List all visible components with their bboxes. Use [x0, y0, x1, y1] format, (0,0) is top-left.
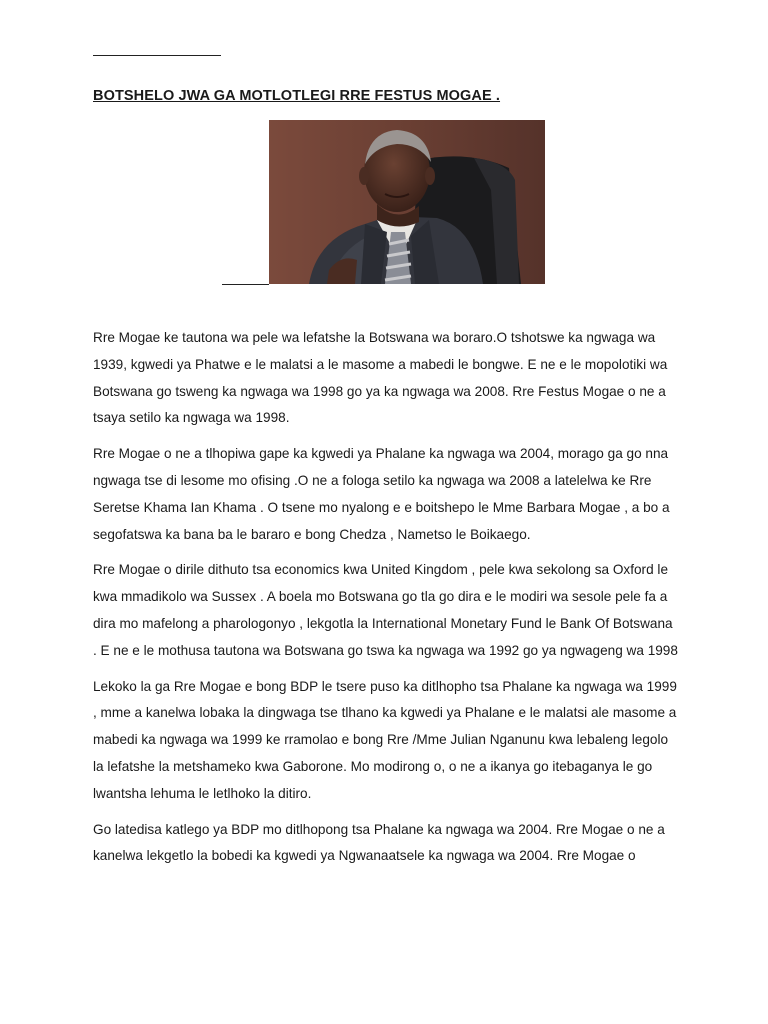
paragraph: Lekoko la ga Rre Mogae e bong BDP le tsere puso ka ditlhopho tsa Phalane ka ngwaga wa 1999 , mme a kanelwa lobaka la dingwaga tse tlhano ka kgwedi ya Phalane e le malatsi ale masome a mabedi ka ngwaga wa 1999 ke rramolao e bong Rre /Mme Julian Nganunu kwa lebaleng legolo la lefatshe la metshameko kwa Gaborone. Mo modirong o, o ne a ikanya go itebaganya le go lwantsha lehuma le letlhoko la ditiro. — [93, 678, 677, 801]
body-text — [93, 325, 678, 879]
top-rule — [93, 55, 221, 56]
portrait-photo — [269, 120, 545, 284]
photo-underline-rule — [222, 284, 269, 285]
paragraph: Rre Mogae o ne a tlhopiwa gape ka kgwedi ya Phalane ka ngwaga wa 2004, morago ga go nna ngwaga tse di lesome mo ofising .O ne a fologa setilo ka ngwaga wa 2008 a latelelwa ke Rre Seretse Khama Ian Khama . O tsene mo nyalong e e boitshepo le Mme Barbara Mogae , a bo a segofatswa ka bana ba le bararo e bong Chedza , Nametso le Boikaego. — [93, 446, 670, 542]
paragraph: Rre Mogae o dirile dithuto tsa economics kwa United Kingdom , pele kwa sekolong sa Oxford le kwa mmadikolo wa Sussex . A boela mo Botswana go tla go dira e le modiri wa sesole pele fa a dira mo mafelong a pharologonyo , lekgotla la International Monetary Fund le Bank Of Botswana . E ne e le mothusa tautona wa Botswana go tswa ka ngwaga wa 1992 go ya ngwageng wa 1998 — [93, 562, 678, 658]
portrait-photo-icon — [269, 120, 545, 284]
paragraph: Rre Mogae ke tautona wa pele wa lefatshe la Botswana wa boraro.O tshotswe ka ngwaga wa 1939, kgwedi ya Phatwe e le malatsi a le masome a mabedi le bongwe. E ne e le mopolotiki wa Botswana go tsweng ka ngwaga wa 1998 go ya ka ngwaga wa 2008. Rre Festus Mogae o ne a tsaya setilo ka ngwaga wa 1998. — [93, 330, 668, 426]
paragraph: Go latedisa katlego ya BDP mo ditlhopong tsa Phalane ka ngwaga wa 2004. Rre Mogae o ne a kanelwa lekgetlo la bobedi ka kgwedi ya Ngwanaatsele ka ngwaga wa 2004. Rre Mogae o — [93, 821, 665, 864]
document-title: BOTSHELO JWA GA MOTLOTLEGI RRE FESTUS MOGAE . — [93, 88, 501, 104]
